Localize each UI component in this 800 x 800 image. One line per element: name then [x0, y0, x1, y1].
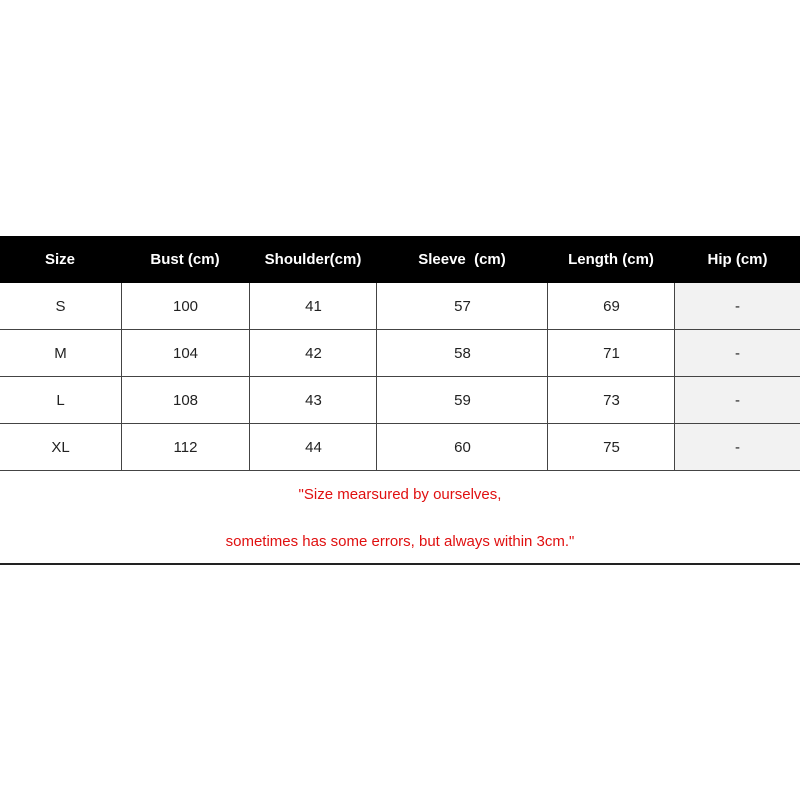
header-length: Length (cm): [568, 251, 654, 268]
header-hip: Hip (cm): [707, 251, 768, 268]
row-divider: [0, 423, 800, 424]
column-divider: [376, 283, 377, 471]
cell-shoulder: 42: [305, 345, 322, 362]
header-sleeve: Sleeve (cm): [418, 251, 506, 268]
cell-length: 73: [603, 392, 620, 409]
cell-shoulder: 44: [305, 439, 322, 456]
cell-hip: -: [675, 283, 800, 330]
cell-length: 75: [603, 439, 620, 456]
table-row: [0, 424, 800, 471]
cell-hip: -: [675, 330, 800, 377]
measurement-note-line-2: sometimes has some errors, but always within 3cm.": [225, 533, 575, 550]
cell-size: M: [54, 345, 67, 362]
cell-shoulder: 41: [305, 298, 322, 315]
row-divider: [0, 376, 800, 377]
table-row: [0, 377, 800, 424]
column-divider: [121, 283, 122, 471]
cell-length: 69: [603, 298, 620, 315]
cell-hip: -: [675, 377, 800, 424]
cell-bust: 104: [172, 345, 199, 362]
header-shoulder: Shoulder(cm): [264, 251, 362, 268]
cell-hip: -: [675, 424, 800, 471]
table-header-row: [0, 236, 800, 283]
bottom-divider: [0, 563, 800, 565]
cell-bust: 112: [173, 439, 198, 456]
column-divider: [547, 283, 548, 471]
cell-sleeve: 59: [454, 392, 471, 409]
column-divider: [249, 283, 250, 471]
cell-size: S: [55, 298, 66, 315]
row-divider: [0, 470, 800, 471]
cell-size: L: [56, 392, 65, 409]
cell-sleeve: 58: [454, 345, 471, 362]
row-divider: [0, 329, 800, 330]
cell-length: 71: [603, 345, 620, 362]
cell-sleeve: 60: [454, 439, 471, 456]
table-body: [0, 283, 800, 471]
column-divider: [674, 283, 675, 471]
cell-sleeve: 57: [454, 298, 471, 315]
cell-size: XL: [51, 439, 70, 456]
cell-bust: 100: [172, 298, 199, 315]
header-size: Size: [44, 251, 75, 268]
cell-bust: 108: [172, 392, 199, 409]
table-row: [0, 283, 800, 330]
size-chart-table: [0, 236, 800, 566]
cell-shoulder: 43: [305, 392, 322, 409]
header-bust: Bust (cm): [150, 251, 220, 268]
table-row: [0, 330, 800, 377]
measurement-note-line-1: "Size mearsured by ourselves,: [298, 486, 502, 503]
